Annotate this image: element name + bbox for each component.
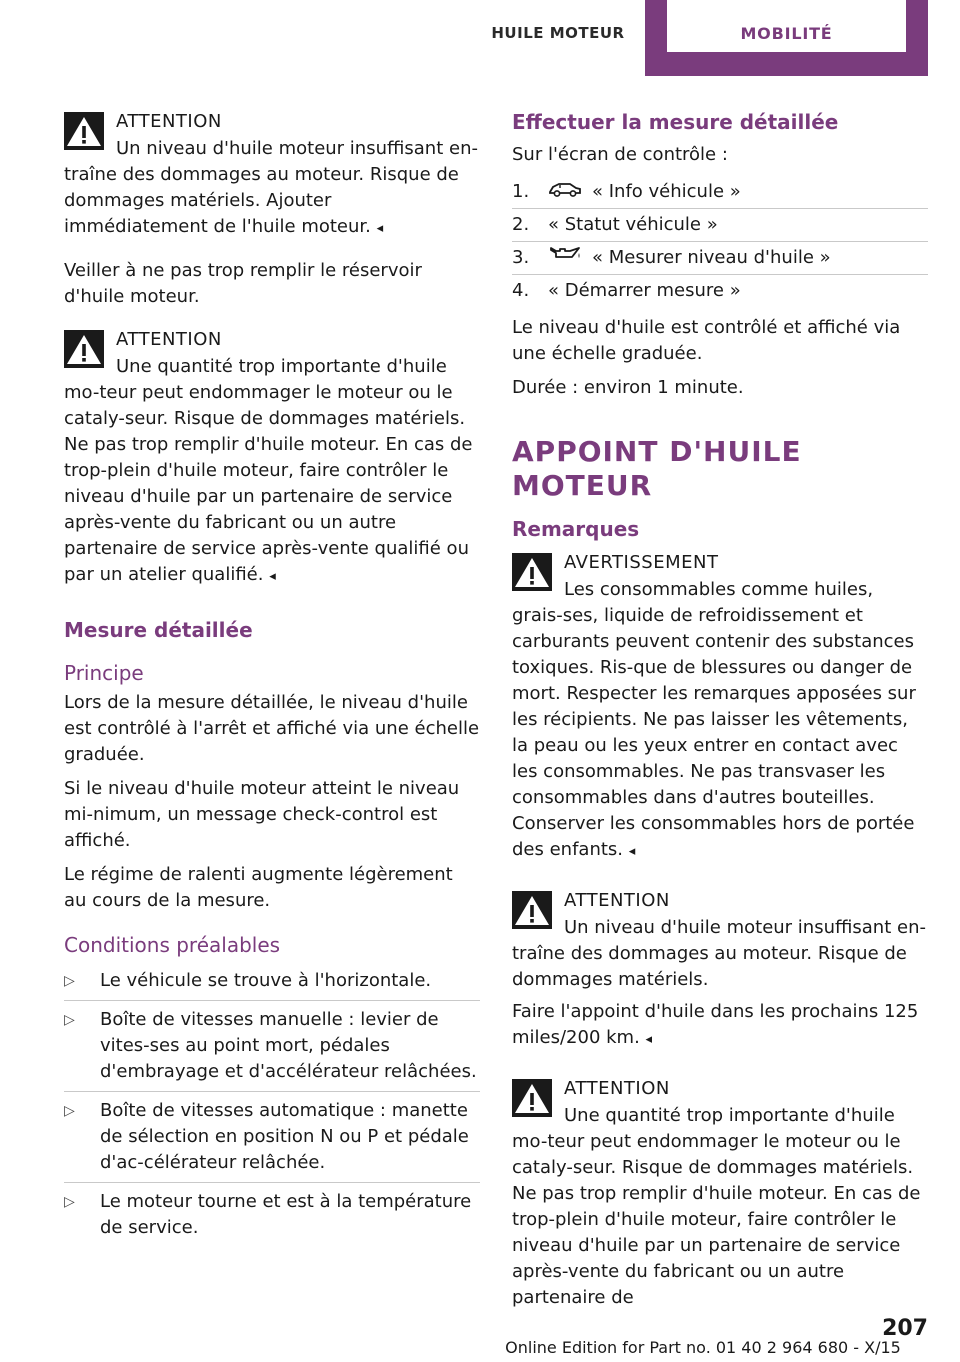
right-column — [512, 108, 928, 1327]
warning-triangle-icon — [512, 553, 552, 591]
left-column — [64, 108, 480, 1247]
edition-footer: Online Edition for Part no. 01 40 2 964 680 - X/15 — [505, 1338, 901, 1357]
step-item: 4. « Démarrer mesure » — [512, 275, 928, 307]
notice-text: Les consommables comme huiles, grais-ses, liquide de refroidissement et carburants peuvent contenir des substances toxiques. Ris-que de blessures ou danger de mort. Respecter les remarques apposées sur les récipients. Ne pas laisser les vêtements, la peau ou les yeux entrer en contact avec les consommables. Ne pas transvaser les consommables dans d'autres bouteilles. Conserver les consommables hors de portée des enfants. ◂ — [512, 579, 916, 860]
attention-notice-3 — [512, 887, 928, 1053]
attention-notice-2 — [64, 326, 480, 590]
chapter-tab — [645, 0, 928, 76]
chapter-tab-label: MOBILITÉ — [667, 0, 906, 52]
oil-can-icon — [548, 245, 582, 271]
heading-topping-up-oil: APPOINT D'HUILE MOTEUR — [512, 435, 802, 502]
end-marker: ◂ — [628, 844, 636, 859]
intro-paragraph: Sur l'écran de contrôle : — [512, 144, 728, 165]
notice-title: AVERTISSEMENT — [564, 552, 719, 573]
page-number: 207 — [882, 1316, 928, 1341]
warning-triangle-icon — [512, 891, 552, 929]
heading-perform-measurement: Effectuer la mesure détaillée — [512, 110, 839, 134]
running-header-section: HUILE MOTEUR — [491, 24, 625, 42]
bullet-triangle-icon: ▷ — [64, 1103, 75, 1119]
step-item: 3. « Mesurer niveau d'huile » — [512, 242, 928, 275]
bullet-triangle-icon: ▷ — [64, 1012, 75, 1028]
warning-notice — [512, 549, 928, 865]
notice-text: Un niveau d'huile moteur insuffisant en-traîne des dommages au moteur. Risque de dommages matériels. — [512, 917, 926, 990]
warning-triangle-icon — [64, 330, 104, 368]
end-marker: ◂ — [645, 1032, 653, 1047]
notice-text: Une quantité trop importante d'huile mo-teur peut endommager le moteur ou le cataly-seur. Risque de dommages matériels. Ne pas trop remplir d'huile moteur. En cas de trop-plein d'huile moteur, faire contrôler le niveau d'huile par un partenaire de service après-vente du fabricant ou un autre partenaire de — [512, 1105, 921, 1308]
notice-title: ATTENTION — [564, 1078, 670, 1099]
step-number: 4. — [512, 280, 530, 301]
notice-text-continued: Faire l'appoint d'huile dans les prochains 125 miles/200 km. ◂ — [512, 1001, 919, 1048]
heading-detailed-measurement: Mesure détaillée — [64, 618, 253, 642]
prerequisites-list — [64, 962, 480, 1247]
end-marker: ◂ — [376, 221, 384, 236]
list-item: ▷ Le moteur tourne et est à la température de service. — [64, 1191, 472, 1238]
notice-title: ATTENTION — [564, 890, 670, 911]
heading-principle: Principe — [64, 661, 144, 685]
notice-title: ATTENTION — [116, 111, 222, 132]
end-marker: ◂ — [269, 569, 276, 584]
list-item: ▷ Le véhicule se trouve à l'horizontale. — [64, 962, 480, 1001]
principle-paragraph-3: Le régime de ralenti augmente légèrement au cours de la mesure. — [64, 864, 453, 911]
attention-notice-1 — [64, 108, 480, 242]
step-item: 1. « Info véhicule » — [512, 176, 928, 209]
attention-notice-4 — [512, 1075, 928, 1311]
step-item: 2. « Statut véhicule » — [512, 209, 928, 242]
duration-paragraph: Durée : environ 1 minute. — [512, 377, 744, 398]
step-number: 2. — [512, 214, 530, 235]
notice-title: ATTENTION — [116, 329, 222, 350]
bullet-triangle-icon: ▷ — [64, 973, 75, 989]
principle-paragraph-2: Si le niveau d'huile moteur atteint le niveau mi-nimum, un message check-control est affiché. — [64, 778, 460, 851]
notice-text: Une quantité trop importante d'huile mo-teur peut endommager le moteur ou le cataly-seur. Risque de dommages matériels. Ne pas trop remplir d'huile moteur. En cas de trop-plein d'huile moteur, faire contrôler le niveau d'huile par un partenaire de service après-vente du fabricant ou un autre partenaire de service après-vente qualifié ou par un atelier qualifié. ◂ — [64, 356, 473, 585]
notice-text: Un niveau d'huile moteur insuffisant en-traîne des dommages au moteur. Risque de dommages matériels. Ajouter immédiatement de l'huile moteur. ◂ — [64, 138, 478, 237]
warning-triangle-icon — [64, 112, 104, 150]
list-item: ▷ Boîte de vitesses manuelle : levier de vites-ses au point mort, pédales d'embrayage et d'accélérateur relâchées. — [64, 1001, 480, 1092]
warning-triangle-icon — [512, 1079, 552, 1117]
heading-remarks: Remarques — [512, 517, 640, 541]
principle-paragraph-1: Lors de la mesure détaillée, le niveau d'huile est contrôlé à l'arrêt et affiché via une échelle graduée. — [64, 692, 480, 765]
bullet-triangle-icon: ▷ — [64, 1194, 75, 1210]
car-info-icon — [548, 179, 582, 205]
measurement-steps — [512, 176, 928, 307]
heading-prerequisites: Conditions préalables — [64, 933, 281, 957]
result-paragraph: Le niveau d'huile est contrôlé et affiché via une échelle graduée. — [512, 317, 901, 364]
step-number: 1. — [512, 181, 530, 202]
list-item: ▷ Boîte de vitesses automatique : manette de sélection en position N ou P et pédale d'ac-célérateur relâchée. — [64, 1092, 480, 1183]
paragraph-overfill: Veiller à ne pas trop remplir le réservoir d'huile moteur. — [64, 260, 422, 307]
step-number: 3. — [512, 247, 530, 268]
